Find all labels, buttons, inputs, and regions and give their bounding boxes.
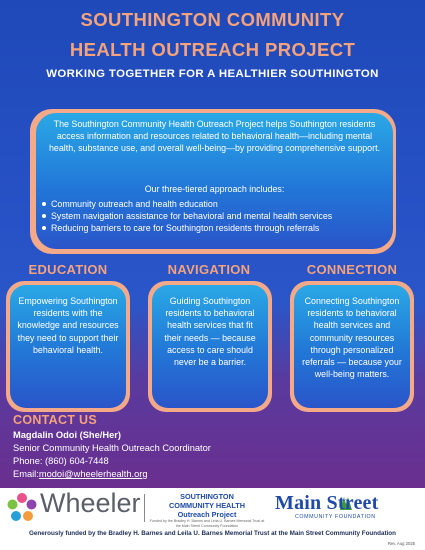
title-line-2: HEALTH OUTREACH PROJECT: [69, 39, 356, 60]
funding-note: Generously funded by the Bradley H. Barnes and Leila U. Barnes Memorial Trust at the Main Street Community Foundation: [28, 530, 397, 537]
main-street-wordmark: Main Street: [275, 492, 379, 514]
intro-paragraph: The Southington Community Health Outreach Project helps Southington residents access information and resources related to behavioral health—including mental health, substance use, and overall well-being—by providing comprehensive support.: [48, 119, 381, 153]
pillar-box-navigation: [152, 285, 268, 408]
sch-logo: SOUTHINGTON COMMUNITY HEALTH Outreach Project Funded by the Bradley H. Barnes and Leila U. Barnes Memorial Trust at the Main Street Community Foundation: [149, 492, 265, 528]
bullet-icon: [42, 226, 46, 230]
pillar-title-navigation: NAVIGATION: [167, 262, 251, 277]
pillar-title-connection: CONNECTION: [306, 262, 398, 277]
pillar-box-education: [10, 285, 126, 408]
contact-heading: CONTACT US: [13, 413, 98, 427]
contact-name: Magdalin Odoi (She/Her): [13, 430, 121, 440]
logos-strip: [0, 488, 425, 528]
list-item: Reducing barriers to care for Southington residents through referrals: [40, 222, 332, 234]
contact-phone[interactable]: Phone: (860) 604-7448: [13, 456, 109, 466]
bullet-icon: [42, 214, 46, 218]
main-street-subtitle: COMMUNITY FOUNDATION: [295, 514, 376, 520]
contact-email-row: [13, 469, 148, 479]
page-title: [0, 8, 425, 62]
contact-role: Senior Community Health Outreach Coordinator: [13, 443, 211, 453]
bullet-icon: [42, 202, 46, 206]
page-subtitle: WORKING TOGETHER FOR A HEALTHIER SOUTHINGTON: [46, 68, 379, 80]
pillar-title-education: EDUCATION: [28, 262, 108, 277]
list-item: Community outreach and health education: [40, 198, 332, 210]
wheeler-wordmark: Wheeler: [40, 488, 141, 518]
pillar-text-navigation: Guiding Southington residents to behavioral health services that fit their needs — because access to care should never be a barrier.: [164, 296, 256, 368]
title-line-1: SOUTHINGTON COMMUNITY: [80, 9, 345, 30]
email-link[interactable]: modoi@wheelerhealth.org: [38, 469, 148, 479]
intro-list: [40, 198, 332, 234]
pillar-box-connection: [294, 285, 410, 408]
intro-box: [36, 113, 393, 249]
wheeler-logo-icon: [6, 492, 38, 524]
list-item: System navigation assistance for behavioral and mental health services: [40, 210, 332, 222]
pillar-text-connection: Connecting Southington residents to behavioral health services and community resources through personalized referrals — because your well-being matters.: [302, 296, 402, 380]
email-label: Email:: [13, 469, 39, 479]
logo-divider: [144, 494, 145, 522]
revision-note: Rev. Aug 2025: [387, 541, 415, 546]
intro-lead: Our three-tiered approach includes:: [144, 184, 285, 194]
pillar-text-education: Empowering Southington residents with the knowledge and resources they need to support their behavioral health.: [17, 296, 119, 355]
